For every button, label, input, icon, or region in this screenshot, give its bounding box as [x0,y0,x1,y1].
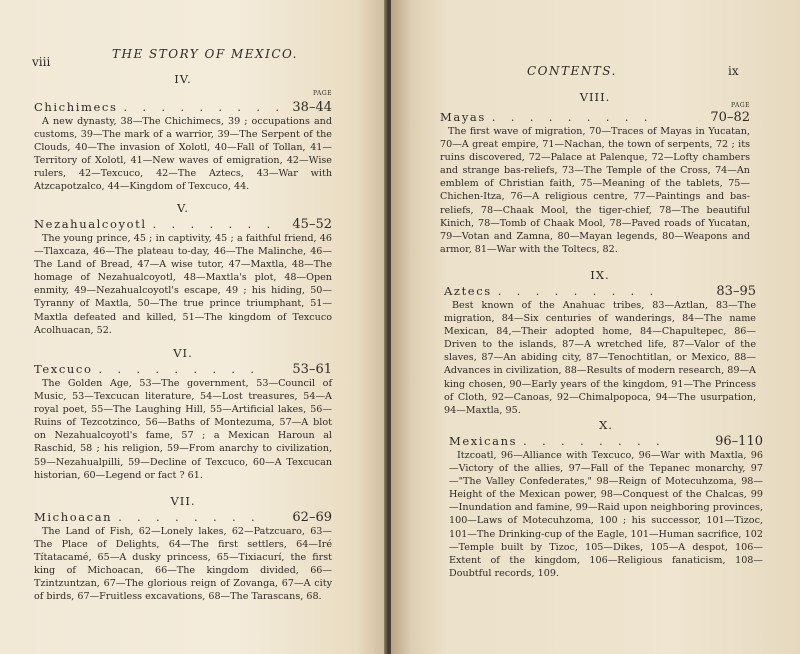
section-heading [449,434,763,449]
section-title: Nezahualcoyotl [34,217,147,231]
section-iv [34,72,332,194]
page-range: 53–61 [292,362,332,377]
left-page [0,0,387,654]
leader-dots: . . . . . . . . . [497,285,660,298]
section-heading [34,362,332,377]
section-title: Texcuco [34,362,93,376]
leader-dots: . . . . . . . . [118,511,261,524]
right-page-number: ix [728,64,739,78]
section-numeral: IV. [174,72,192,86]
page-column-label: PAGE [731,102,750,109]
section-title: Aztecs [444,284,492,298]
section-title: Mexicans [449,434,518,448]
page-range: 45–52 [292,217,332,232]
section-summary: Best known of the Anahuac tribes, 83—Aztlan, 83—The migration, 84—Six centuries of wanderings, 84—The name Mexican, 84,—Their adopted home, 84—Chapultepec, 86—Driven to the islands, 87—A wretched life, 87—Valor of the slaves, 87—An abiding city, 87—Tenochtitlan, or Mexico, 88—Advances in civilization, 88—Results of modern research, 89—A king chosen, 90—Early years of the kingdom, 91—The Princess of Cloth, 92—Canoas, 92—Chimalpopoca, 94—The usurpation, 94—Maxtla, 95. [444,300,756,416]
page-range: 83–95 [716,284,756,299]
section-numeral: VI. [173,346,193,360]
leader-dots: . . . . . . . [152,218,277,231]
section-numeral: X. [599,418,613,432]
section-numeral: VII. [170,494,196,508]
left-page-number: viii [32,55,51,69]
section-summary: The first wave of migration, 70—Traces of Mayas in Yucatan, 70—A great empire, 71—Nachan, the town of serpents, 72 ; its ruins discovered, 72—Palace at Palenque, 72—Lofty chambers and strange bas-reliefs, 73—The Temple of the Cross, 74—An emblem of Christian faith, 75—Meaning of the tablets, 75—Chichen-Itza, 76—A religious centre, 77—Paintings and bas-reliefs, 78—Chaak Mool, the tiger-chief, 78—The beautiful Kinich, 78—Tomb of Chaak Mool, 78—Paved roads of Yucatan, 79—Votan and Zamna, 80—Mayan legends, 80—Weapons and armor, 81—War with the Toltecs, 82. [440,126,750,255]
section-heading [34,100,332,115]
section-v [34,201,332,337]
section-heading [440,110,750,125]
section-title: Chichimecs [34,100,118,114]
leader-dots: . . . . . . . . . [98,363,260,376]
page-range: 70–82 [710,110,750,125]
section-numeral: IX. [590,268,610,282]
section-numeral: V. [177,201,189,215]
leader-dots: . . . . . . . . . [491,111,654,124]
page-column-label: PAGE [313,90,332,97]
section-summary: Itzcoatl, 96—Alliance with Texcuco, 96—War with Maxtla, 96—Victory of the allies, 97—Fall of the Tepanec monarchy, 97—"The Valley Confederates," 98—Reign of Motecuhzoma, 98—Height of the Mexican power, 98—Conquest of the Chalcas, 99—Inundation and famine, 99—Raid upon neighboring provinces, 100—Laws of Motecuhzoma, 100 ; his successor, 101—Tizoc, 101—The Drinking-cup of the Eagle, 101—Human sacrifice, 102—Temple built by Tizoc, 105—Dikes, 105—A despot, 106—Extent of the kingdom, 106—Religious fanaticism, 108—Doubtful records, 109. [449,450,763,579]
section-vi [34,346,332,482]
section-title: Michoacan [34,510,113,524]
section-summary: The young prince, 45 ; in captivity, 45 ; a faithful friend, 46—Tlaxcaza, 46—The plateau to-day, 46—The Malinche, 46—The Land of Bread, 47—A wise tutor, 47—Maxtla, 48—The homage of Nezahualcoyotl, 48—Maxtla's plot, 48—Open enmity, 49—Nezahualcoyotl's escape, 49 ; his hiding, 50—Tyranny of Maxtla, 50—The true prince triumphant, 51—Maxtla defeated and killed, 51—The kingdom of Texcuco Acolhuacan, 52. [34,233,332,336]
right-running-head [527,64,617,78]
section-title: Mayas [440,110,486,124]
leader-dots: . . . . . . . . . [123,101,285,114]
left-running-head-text: THE STORY OF MEXICO. [112,47,298,61]
right-page [391,0,800,654]
leader-dots: . . . . . . . . [523,435,666,448]
section-ix [444,268,756,417]
page-range: 96–110 [715,434,763,449]
section-summary: The Golden Age, 53—The government, 53—Council of Music, 53—Texcucan literature, 54—Lost treasures, 54—A royal poet, 55—The Laughing Hill, 55—Artificial lakes, 56—Ruins of Tezcotzinco, 56—Baths of Montezuma, 57—A blot on Nezahualcoyotl's fame, 57 ; a Mexican Haroun al Raschid, 58 ; his religion, 59—From anarchy to civilization, 59—Nezahualpilli, 59—Decline of Texcuco, 60—A Texcucan historian, 60—Legend or fact ? 61. [34,378,332,481]
left-running-head [112,47,298,61]
section-vii [34,494,332,604]
section-heading [444,284,756,299]
page-range: 38–44 [292,100,332,115]
page-range: 62–69 [292,510,332,525]
section-x [449,418,763,580]
right-running-head-text: CONTENTS. [527,64,617,78]
section-viii [440,90,750,256]
section-summary: A new dynasty, 38—The Chichimecs, 39 ; occupations and customs, 39—The mark of a warrior, 39—The Serpent of the Clouds, 40—The invasion of Xolotl, 40—Fall of Tollan, 41—Territory of Xolotl, 41—New waves of emigration, 42—Wise rulers, 42—Texcuco, 42—The Aztecs, 43—War with Atzcapotzalco, 44—Kingdom of Texcuco, 44. [34,116,332,193]
section-heading [34,217,332,232]
section-numeral: VIII. [579,90,611,104]
section-heading [34,510,332,525]
section-summary: The Land of Fish, 62—Lonely lakes, 62—Patzcuaro, 63—The Place of Delights, 64—The first settlers, 64—Iré Títatacamé, 65—A dusky princess, 65—Tixiacurí, the first king of Michoacan, 66—The kingdom divided, 66—Tzintzuntzan, 67—The glorious reign of Zovanga, 67—A city of birds, 67—Fruitless excavations, 68—The Tarascans, 68. [34,526,332,603]
